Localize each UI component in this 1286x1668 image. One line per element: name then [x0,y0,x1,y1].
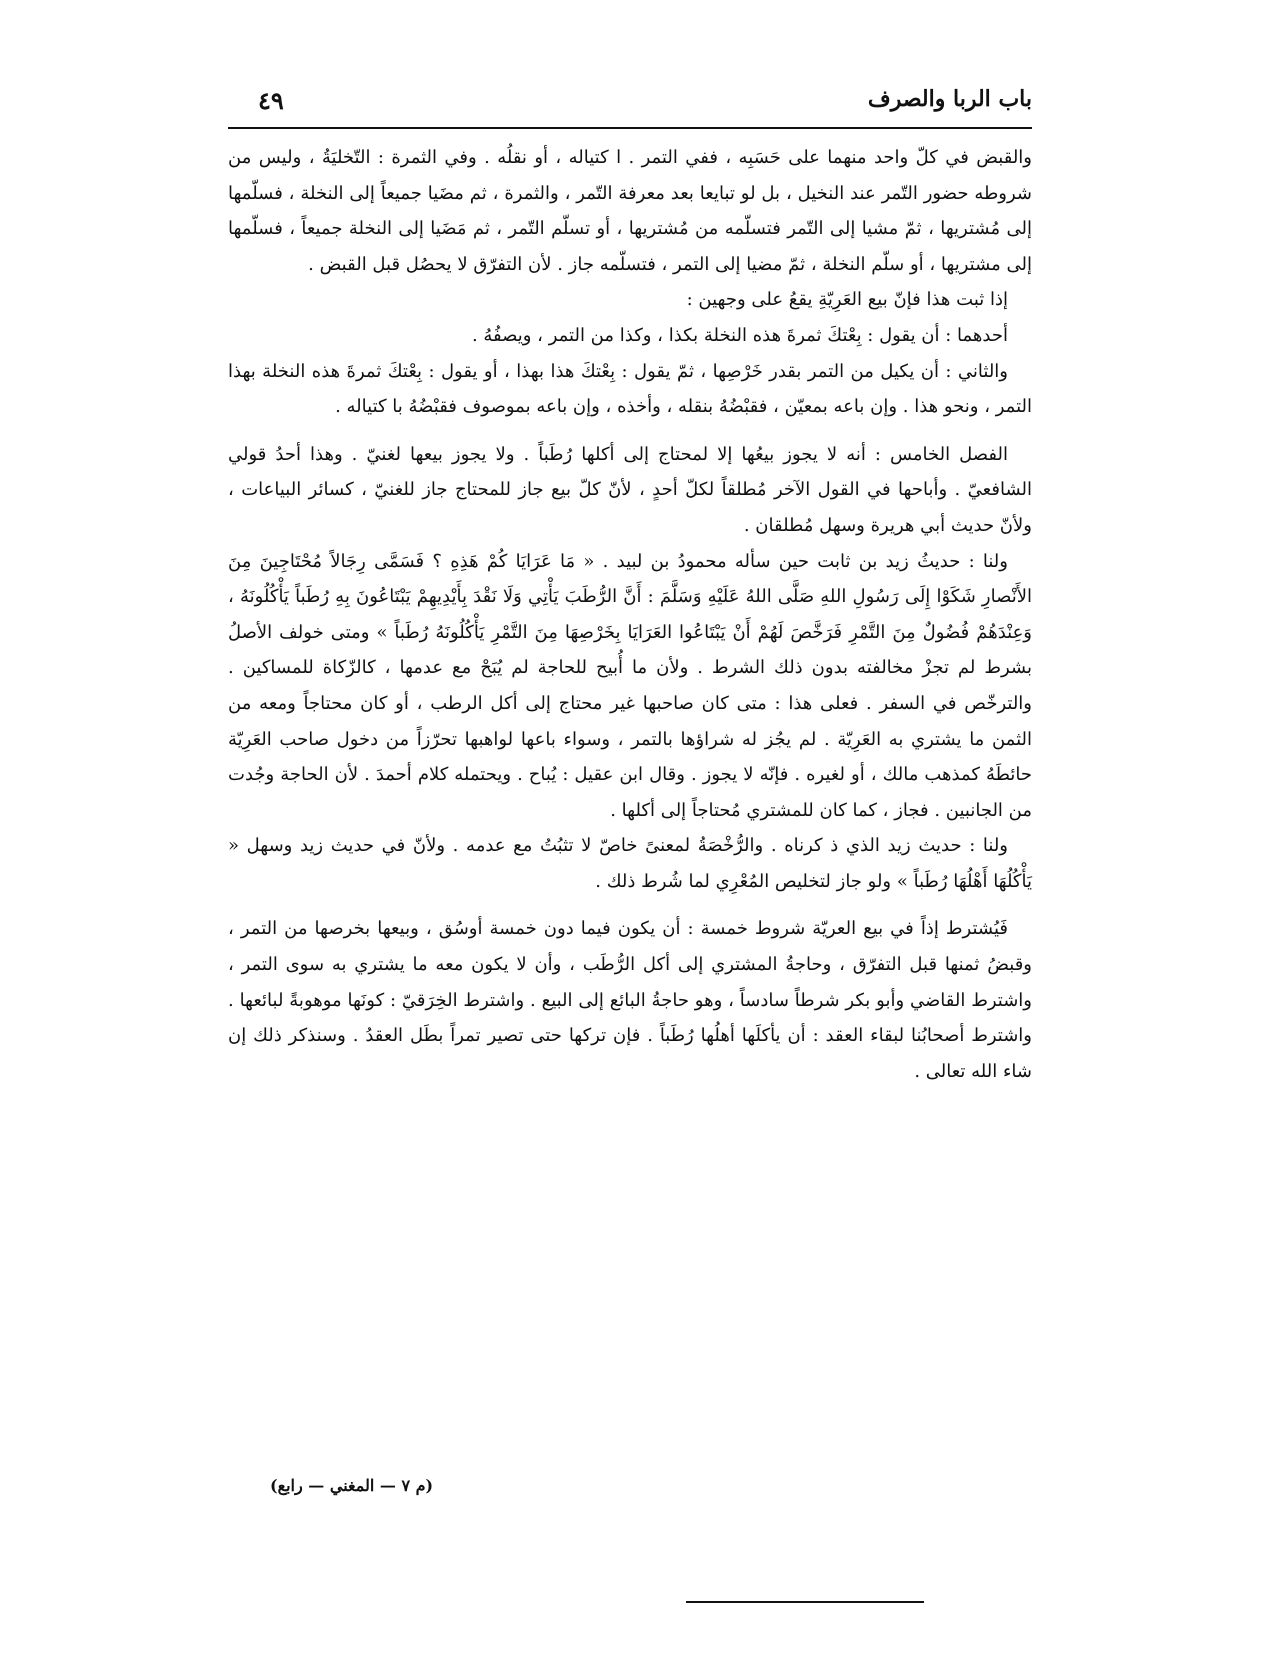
paragraph-fifth-section: الفصل الخامس : أنه لا يجوز بيعُها إلا لمحتاج إلى أكلها رُطَباً . ولا يجوز بيعها لغنيّ . وهذا أحدُ قولي الشافعيّ . وأباحها في القول الآخر مُطلقاً لكلّ أحدٍ ، لأنّ كلّ بيع جاز للمحتاج جاز للغنيّ ، كسائر البياعات ، ولأنّ حديث أبي هريرة وسهل مُطلقان . [228,443,1032,536]
paragraph-first-way: أحدهما : أن يقول : بِعْتكَ ثمرةَ هذه النخلة بكذا ، وكذا من التمر ، ويصفُهُ . [471,324,1008,346]
body-text [228,140,1032,1089]
running-title: باب الربا والصرف [867,86,1032,112]
footer-signature-note: (م ٧ — المغني — رابع) [270,1476,434,1495]
page-number: ٤٩ [258,86,284,115]
paragraph-second-way: والثاني : أن يكيل من التمر بقدر خَرْصِها ، ثمّ يقول : بِعْتكَ هذا بهذا ، أو يقول : بِعْتكَ ثمرةَ هذه النخلة بهذا التمر ، ونحو هذا . وإن باعه بمعيّن ، فقبْضُهُ بنقله ، وأخذه ، وإن باعه بموصوف فقبْضُهُ با كتياله . [228,360,1032,418]
footer-rule [686,1601,924,1603]
paragraph-qabd: والقبض في كلّ واحد منهما على حَسَبِه ، ففي التمر . ا كتياله ، أو نقلُه . وفي الثمرة : التّخليَةُ ، وليس من شروطه حضور التّمر عند النخيل ، بل لو تبايعا بعد معرفة التّمر ، والثمرة ، ثم مضَيا جميعاً إلى النخلة ، فسلّمها إلى مُشتريها ، ثمّ مشيا إلى التّمر فتسلّمه من مُشتريها ، أو تسلّم التّمر ، ثم مَضَيا إلى النخلة جميعاً ، فسلّمها إلى مشتريها ، أو سلّم النخلة ، ثمّ مضيا إلى التمر ، فتسلّمه جاز . لأن التفرّق لا يحصُل قبل القبض . [228,147,1032,275]
page-header [228,80,1032,124]
paragraph-two-ways: إذا ثبت هذا فإنّ بيع العَرِيّةِ يقعُ على وجهين : [686,289,1008,311]
header-rule [228,127,1032,129]
paragraph-evidence-zayd: ولنا : حديثُ زيد بن ثابت حين سأله محمودُ بن لبيد . « مَا عَرَايَا كُمْ هَذِهِ ؟ فَسَمَّى رِجَالاً مُحْتَاجِينَ مِنَ الأَنْصارِ شَكَوْا إِلَى رَسُولِ اللهِ صَلَّى اللهُ عَلَيْهِ وَسَلَّمَ : أَنَّ الرُّطَبَ يَأْتِي وَلَا نَقْدَ بِأَيْدِيهِمْ يَبْتَاعُونَ بِهِ رُطَباً يَأْكُلُونَهُ ، وَعِنْدَهُمْ فُضُولٌ مِنَ التَّمْرِ فَرَخَّصَ لَهُمْ أَنْ يَبْتَاعُوا العَرَايَا بِخَرْصِهَا مِنَ التَّمْرِ يَأْكُلُونَهُ رُطَباً » ومتى خولف الأصلُ بشرط لم تجزْ مخالفته بدون ذلك الشرط . ولأن ما أُبيح للحاجة لم يُبَحْ مع عدمها ، كالزّكاة للمساكين . والترخّص في السفر . فعلى هذا : متى كان صاحبها غير محتاج إلى أكل الرطب ، أو كان محتاجاً ومعه من الثمن ما يشتري به العَرِيّة . لم يجُز له شراؤها بالتمر ، وسواء باعها لواهبها تحرّزاً من دخول صاحب العَرِيّة حائطَهُ كمذهب مالك ، أو لغيره . فإنّه لا يجوز . وقال ابن عقيل : يُباح . ويحتمله كلام أحمدَ . لأن الحاجة وجُدت من الجانبين . فجاز ، كما كان للمشتري مُحتاجاً إلى أكلها . [228,550,1033,821]
paragraph-conditions: فَيُشترط إذاً في بيع العريّة شروط خمسة : أن يكون فيما دون خمسة أوسُق ، وبيعها بخرصها من التمر ، وقبضُ ثمنها قبل التفرّق ، وحاجةُ المشتري إلى أكل الرُّطَب ، وأن لا يكون معه ما يشتري به سوى التمر ، واشترط القاضي وأبو بكر شرطاً سادساً ، وهو حاجةُ البائع إلى البيع . واشترط الخِرَقيّ : كونَها موهوبةً لبائعها . واشترط أصحابُنا لبقاء العقد : أن يأكلَها أهلُها رُطَباً . فإن تركها حتى تصير تمراً بطَل العقدُ . وسنذكر ذلك إن شاء الله تعالى . [228,918,1032,1082]
paragraph-rebuttal: ولنا : حديث زيد الذي ذ كرناه . والرُّخْصَةُ لمعنىً خاصّ لا تثبُتُ مع عدمه . ولأنّ في حديث زيد وسهل « يَأْكُلُهَا أَهْلُهَا رُطَباً » ولو جاز لتخليص المُعْرِي لما شُرط ذلك . [228,835,1032,892]
